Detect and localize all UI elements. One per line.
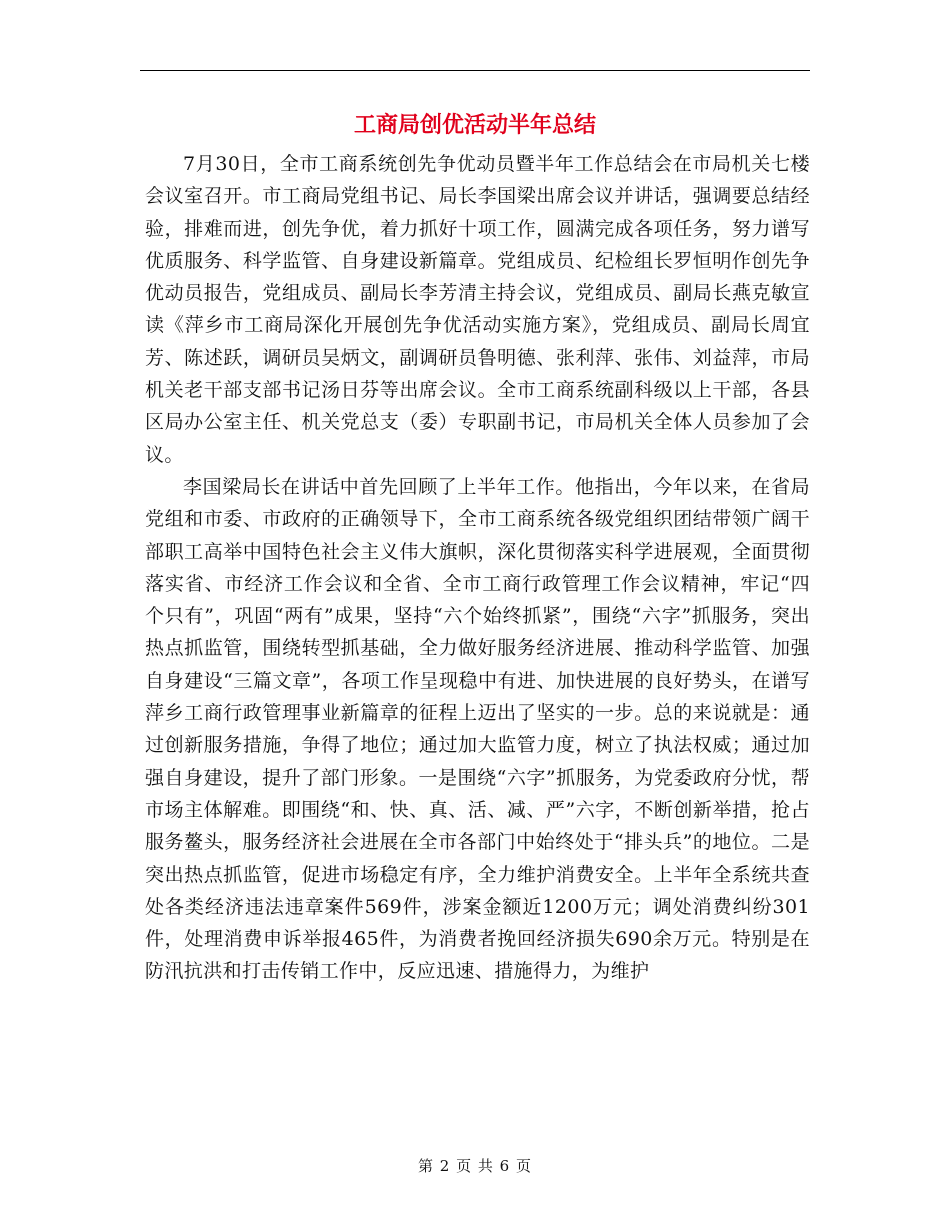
document-body	[145, 148, 810, 988]
page-number-footer: 第 2 页 共 6 页	[418, 1157, 532, 1175]
paragraph-meeting-overview: 7月30日，全市工商系统创先争优动员暨半年工作总结会在市局机关七楼会议室召开。市工商局党组书记、局长李国梁出席会议并讲话，强调要总结经验，排难而进，创先争优，着力抓好十项工作，圆满完成各项任务，努力谱写优质服务、科学监管、自身建设新篇章。党组成员、纪检组长罗恒明作创先争优动员报告，党组成员、副局长李芳清主持会议，党组成员、副局长燕克敏宣读《萍乡市工商局深化开展创先争优活动实施方案》，党组成员、副局长周宜芳、陈述跃，调研员吴炳文，副调研员鲁明德、张利萍、张伟、刘益萍，市局机关老干部支部书记汤日芬等出席会议。全市工商系统副科级以上干部，各县区局办公室主任、机关党总支（委）专职副书记，市局机关全体人员参加了会议。	[145, 153, 810, 466]
paragraph-speech-review: 李国梁局长在讲话中首先回顾了上半年工作。他指出，今年以来，在省局党组和市委、市政府的正确领导下，全市工商系统各级党组织团结带领广阔干部职工高举中国特色社会主义伟大旗帜，深化贯彻落实科学进展观，全面贯彻落实省、市经济工作会议和全省、全市工商行政管理工作会议精神，牢记“四个只有”，巩固“两有”成果，坚持“六个始终抓紧”，围绕“六字”抓服务，突出热点抓监管，围绕转型抓基础，全力做好服务经济进展、推动科学监管、加强自身建设“三篇文章”，各项工作呈现稳中有进、加快进展的良好势头，在谱写萍乡工商行政管理事业新篇章的征程上迈出了坚实的一步。总的来说就是：通过创新服务措施，争得了地位；通过加大监管力度，树立了执法权威；通过加强自身建设，提升了部门形象。一是围绕“六字”抓服务，为党委政府分忧，帮市场主体解难。即围绕“和、快、真、活、减、严”六字，不断创新举措，抢占服务鳌头，服务经济社会进展在全市各部门中始终处于“排头兵”的地位。二是突出热点抓监管，促进市场稳定有序，全力维护消费安全。上半年全系统共查处各类经济违法违章案件569件，涉案金额近1200万元；调处消费纠纷301件，处理消费申诉举报465件，为消费者挽回经济损失690余万元。特别是在防汛抗洪和打击传销工作中，反应迅速、措施得力，为维护	[145, 475, 810, 983]
header-rule	[140, 70, 810, 71]
document-title: 工商局创优活动半年总结	[353, 112, 596, 138]
